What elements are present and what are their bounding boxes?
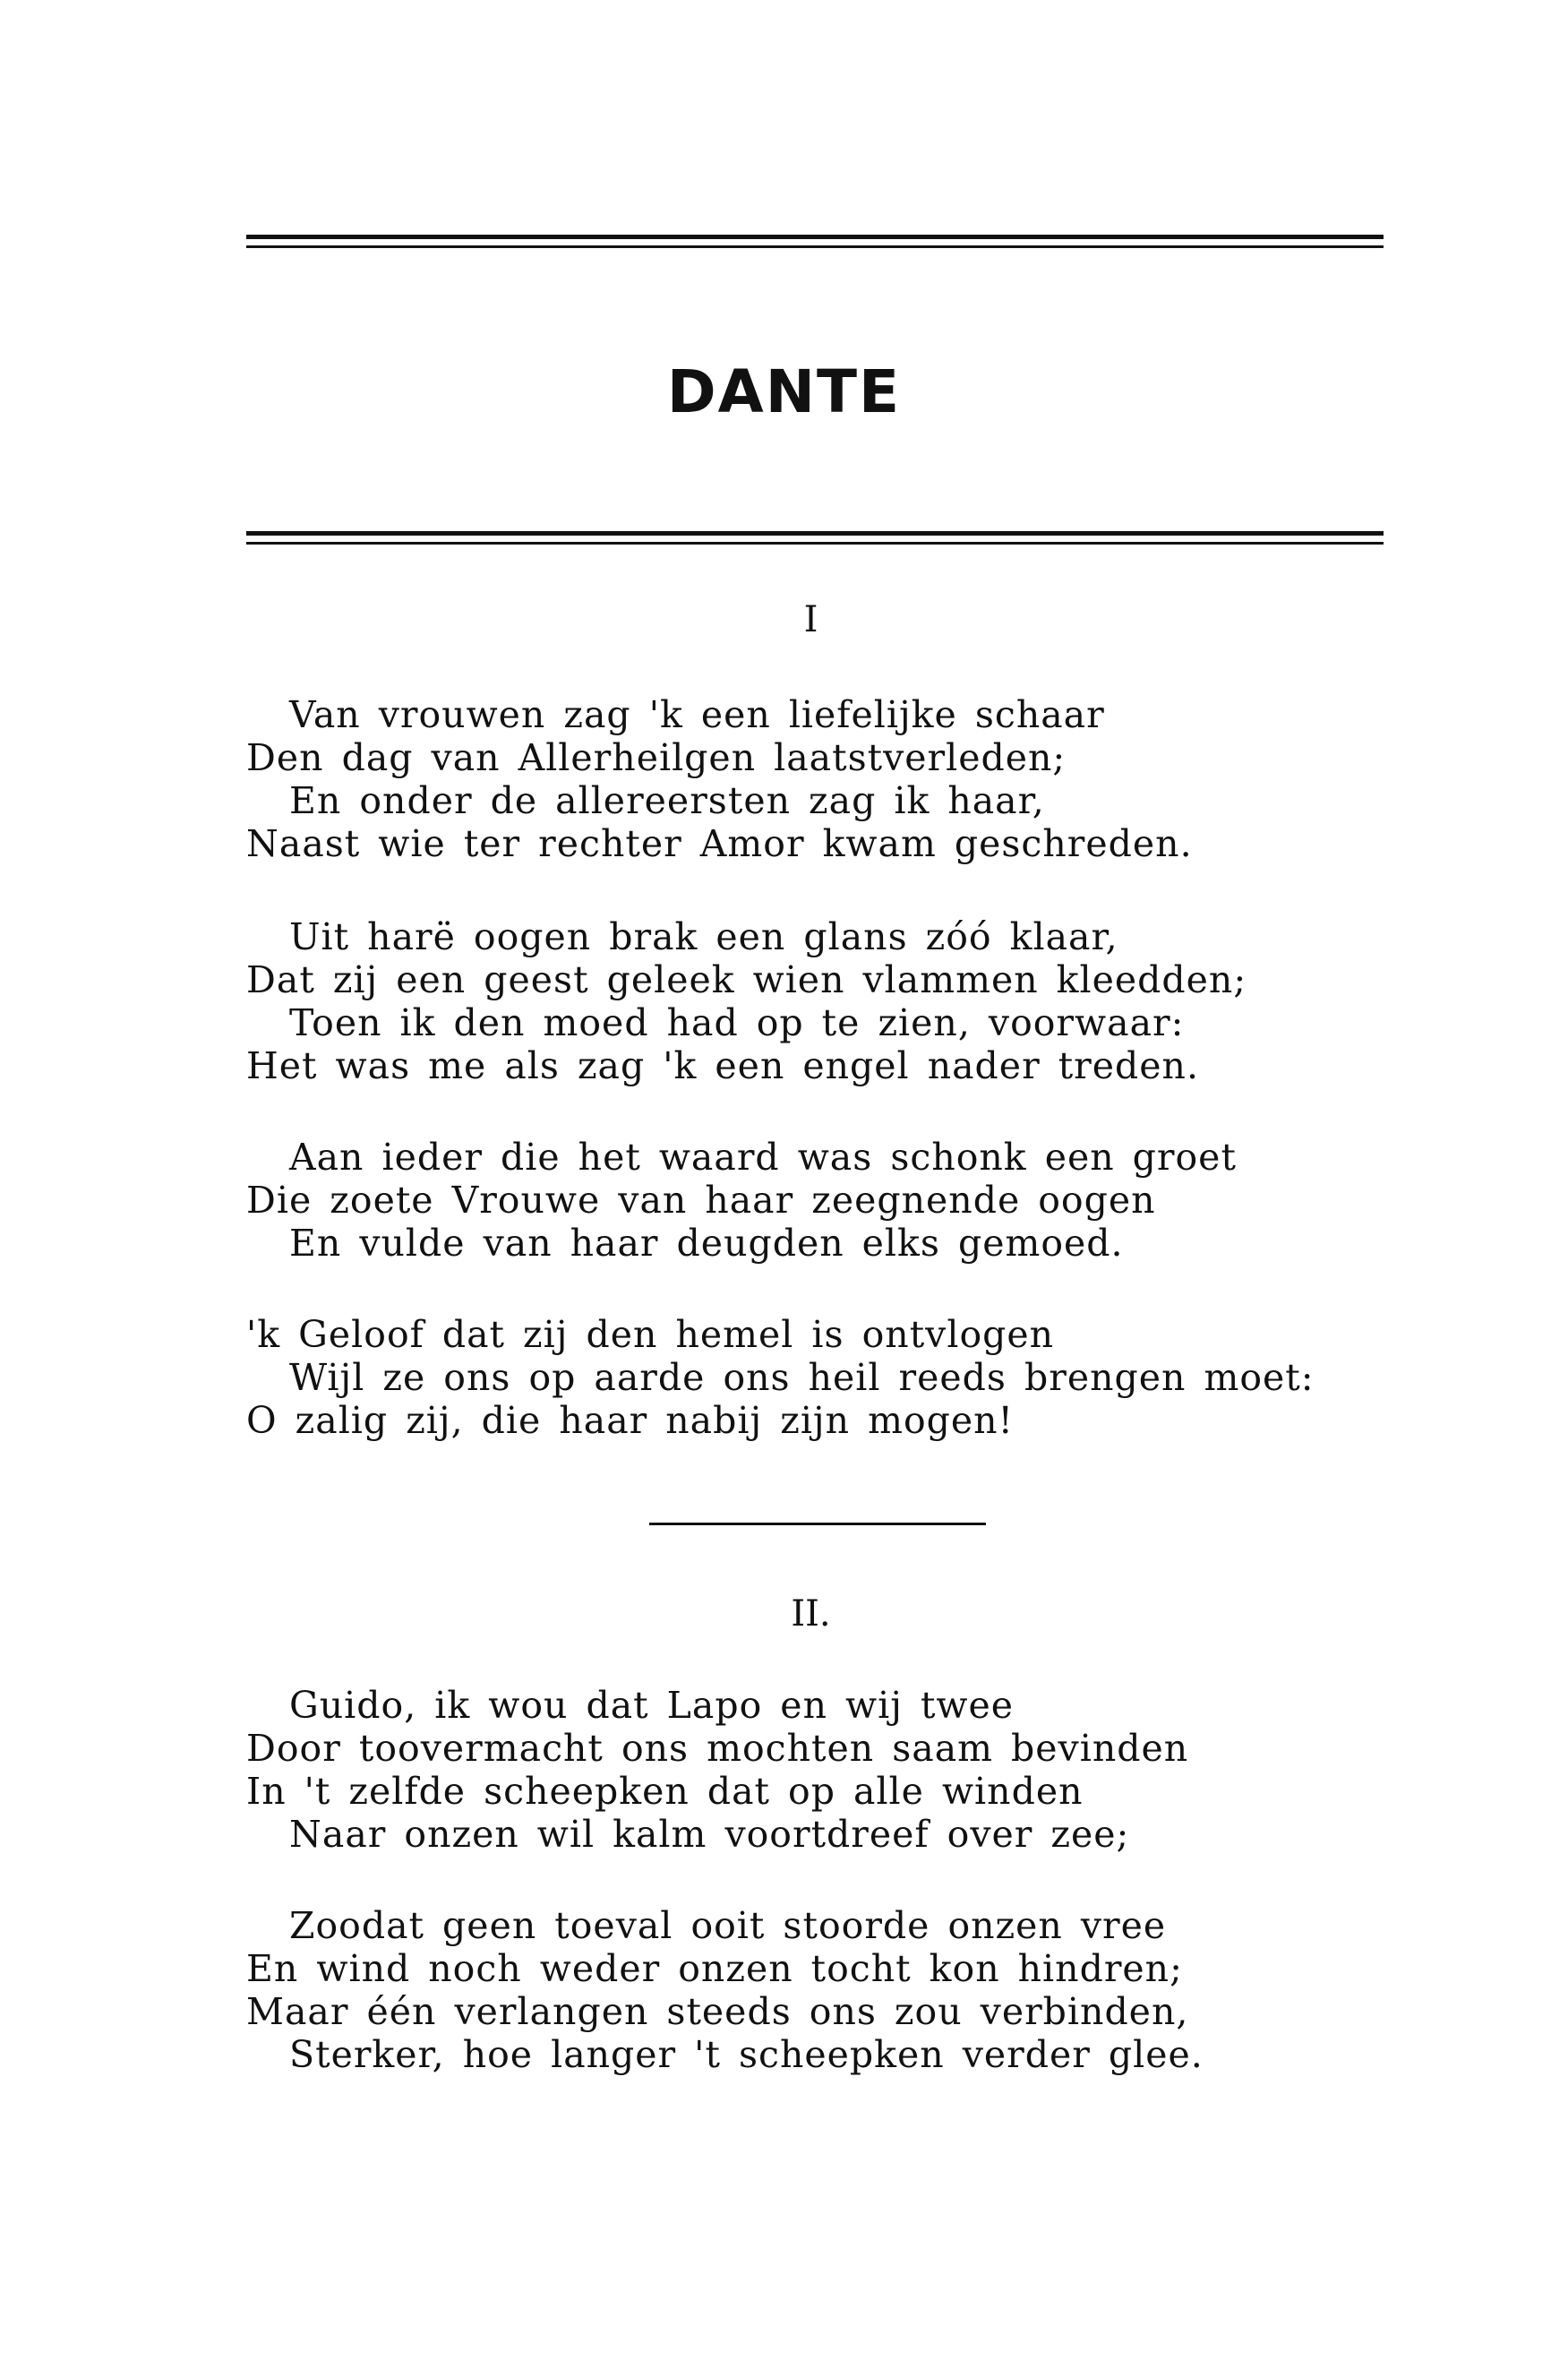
- verse-line: Het was me als zag 'k een engel nader treden.: [246, 1044, 1199, 1087]
- verse-line: In 't zelfde scheepken dat op alle winden: [246, 1770, 1084, 1813]
- stanza: [246, 1136, 1384, 1265]
- verse-line: Naar onzen wil kalm voortdreef over zee;: [289, 1813, 1130, 1856]
- section-numeral: I: [803, 599, 818, 640]
- verse-line: Dat zij een geest geleek wien vlammen kleedden;: [246, 958, 1247, 1001]
- verse-line: Uit harë oogen brak een glans zóó klaar,: [289, 915, 1118, 958]
- stanza: [246, 1904, 1384, 2076]
- verse-line: Zoodat geen toeval ooit stoorde onzen vree: [289, 1904, 1167, 1947]
- rule-thick-line: [246, 531, 1384, 536]
- verse-line: Wijl ze ons op aarde ons heil reeds brengen moet:: [289, 1356, 1315, 1399]
- stanza: [246, 915, 1384, 1087]
- verse-line: Van vrouwen zag 'k een liefelijke schaar: [289, 693, 1105, 736]
- rule-thin-line: [246, 245, 1384, 248]
- section-divider: [649, 1523, 986, 1525]
- verse-line: Door toovermacht ons mochten saam bevinden: [246, 1727, 1189, 1770]
- verse-line: En vulde van haar deugden elks gemoed.: [289, 1222, 1124, 1265]
- rule-thick-line: [246, 235, 1384, 239]
- section-numeral: II.: [791, 1593, 831, 1635]
- verse-line: Maar één verlangen steeds ons zou verbinden,: [246, 1990, 1189, 2033]
- verse-line: Naast wie ter rechter Amor kwam geschreden.: [246, 822, 1193, 865]
- verse-line: En onder de allereersten zag ik haar,: [289, 779, 1045, 822]
- stanza: [246, 1313, 1384, 1442]
- verse-line: O zalig zij, die haar nabij zijn mogen!: [246, 1399, 1015, 1442]
- verse-line: Guido, ik wou dat Lapo en wij twee: [289, 1684, 1015, 1727]
- verse-line: Den dag van Allerheilgen laatstverleden;: [246, 736, 1067, 779]
- verse-line: Toen ik den moed had op te zien, voorwaar:: [289, 1001, 1185, 1044]
- verse-line: Sterker, hoe langer 't scheepken verder glee.: [289, 2033, 1204, 2076]
- stanza: [246, 1684, 1384, 1856]
- page-title: DANTE: [666, 357, 902, 426]
- top-double-rule: [246, 235, 1384, 256]
- verse-line: Aan ieder die het waard was schonk een groet: [289, 1136, 1237, 1179]
- verse-line: En wind noch weder onzen tocht kon hindren;: [246, 1947, 1183, 1990]
- rule-thin-line: [246, 542, 1384, 545]
- stanza: [246, 693, 1384, 865]
- verse-line: Die zoete Vrouwe van haar zeegnende oogen: [246, 1179, 1156, 1222]
- verse-line: 'k Geloof dat zij den hemel is ontvlogen: [246, 1313, 1055, 1356]
- title-double-rule: [246, 531, 1384, 553]
